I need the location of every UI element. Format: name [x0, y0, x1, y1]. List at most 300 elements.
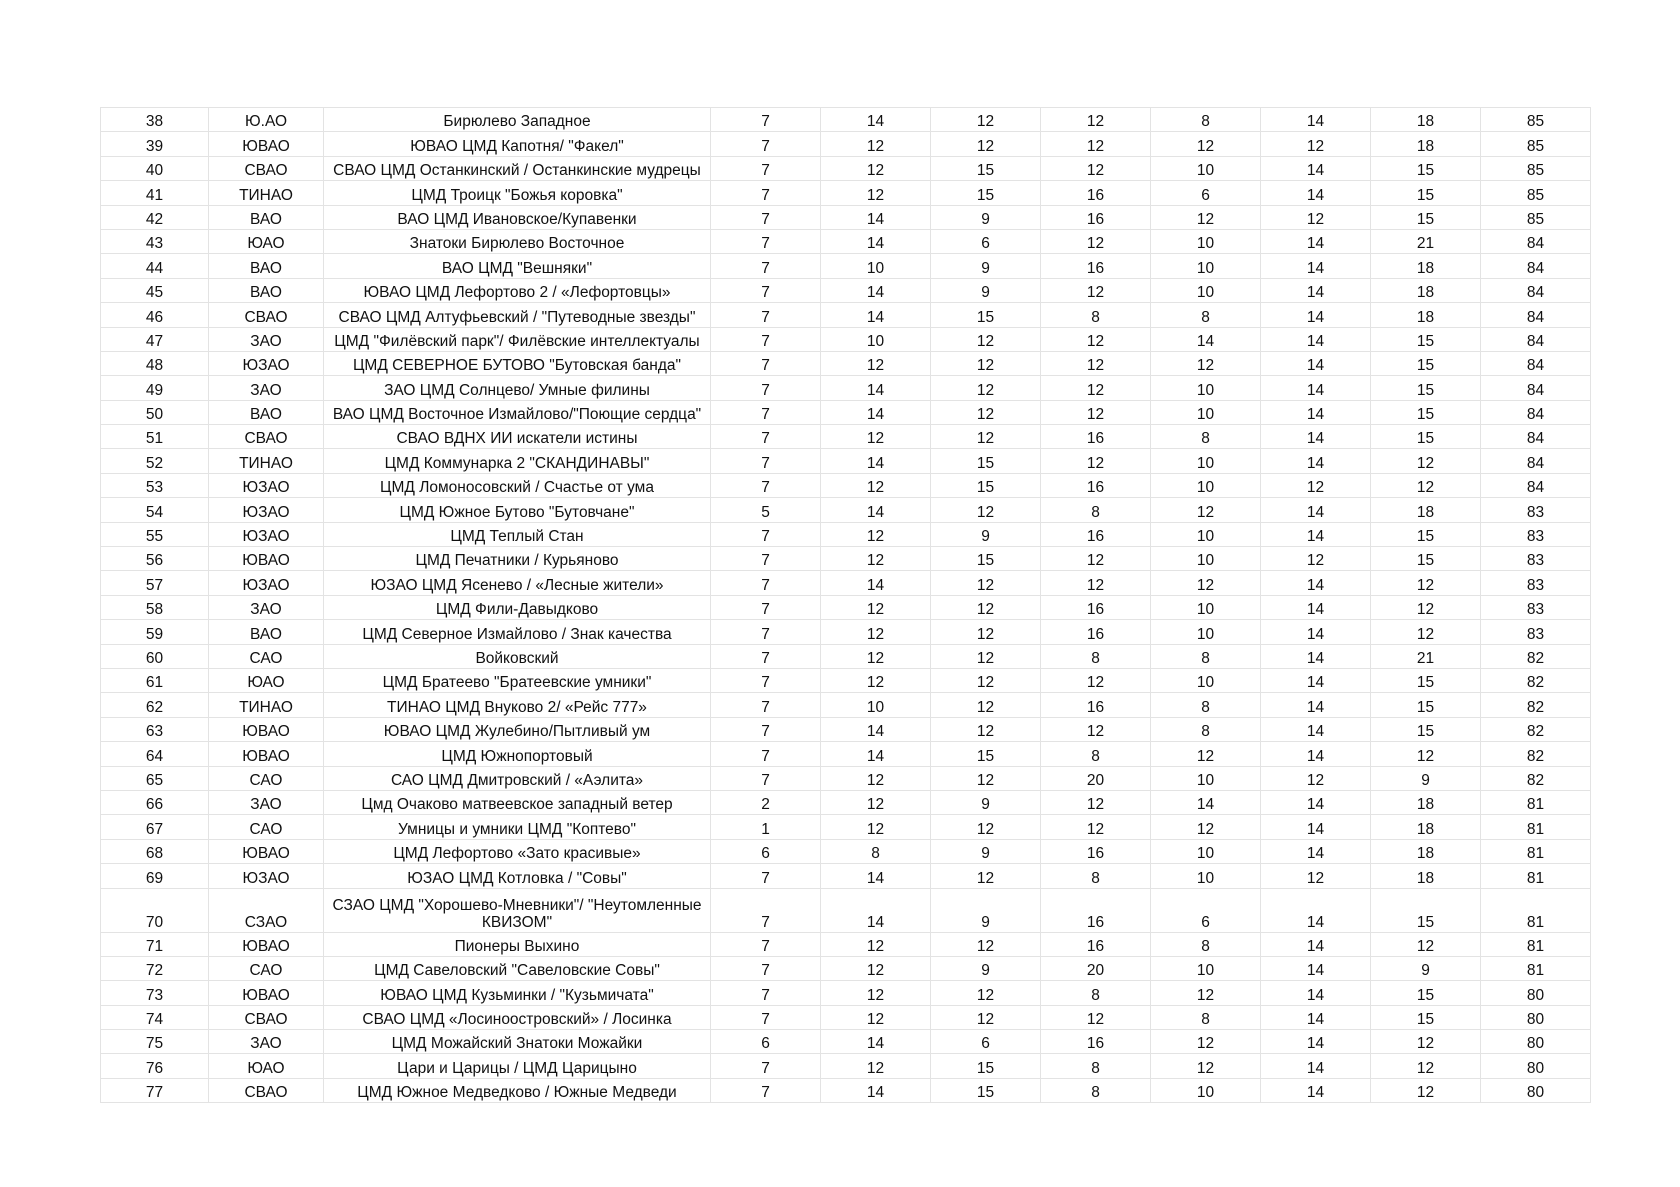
round-5-cell: 10: [1151, 864, 1261, 888]
round-4-cell: 12: [1041, 278, 1151, 302]
round-6-cell: 14: [1261, 1030, 1371, 1054]
row-number-cell: 68: [101, 839, 209, 863]
round-7-cell: 21: [1371, 229, 1481, 253]
round-1-cell: 7: [711, 644, 821, 668]
round-1-cell: 7: [711, 693, 821, 717]
district-cell: ТИНАО: [209, 693, 324, 717]
total-score-cell: 84: [1481, 303, 1591, 327]
round-2-cell: 14: [821, 717, 931, 741]
round-4-cell: 12: [1041, 547, 1151, 571]
round-1-cell: 6: [711, 839, 821, 863]
round-2-cell: 12: [821, 156, 931, 180]
round-3-cell: 9: [931, 888, 1041, 932]
round-3-cell: 12: [931, 498, 1041, 522]
round-3-cell: 9: [931, 205, 1041, 229]
round-1-cell: 7: [711, 425, 821, 449]
district-cell: Ю.АО: [209, 108, 324, 132]
team-name-cell: СВАО ВДНХ ИИ искатели истины: [324, 425, 711, 449]
table-row: [101, 156, 1591, 180]
district-cell: ВАО: [209, 400, 324, 424]
total-score-cell: 83: [1481, 498, 1591, 522]
round-5-cell: 10: [1151, 522, 1261, 546]
district-cell: ЮЗАО: [209, 473, 324, 497]
round-3-cell: 12: [931, 693, 1041, 717]
round-5-cell: 10: [1151, 278, 1261, 302]
round-4-cell: 12: [1041, 156, 1151, 180]
round-4-cell: 12: [1041, 327, 1151, 351]
total-score-cell: 83: [1481, 595, 1591, 619]
round-3-cell: 12: [931, 425, 1041, 449]
row-number-cell: 66: [101, 790, 209, 814]
round-6-cell: 14: [1261, 108, 1371, 132]
round-6-cell: 14: [1261, 1005, 1371, 1029]
round-5-cell: 10: [1151, 449, 1261, 473]
round-5-cell: 10: [1151, 668, 1261, 692]
round-7-cell: 15: [1371, 400, 1481, 424]
round-3-cell: 15: [931, 473, 1041, 497]
table-row: [101, 522, 1591, 546]
table-row: [101, 888, 1591, 932]
round-2-cell: 14: [821, 864, 931, 888]
round-3-cell: 12: [931, 620, 1041, 644]
district-cell: ТИНАО: [209, 449, 324, 473]
round-1-cell: 2: [711, 790, 821, 814]
round-7-cell: 18: [1371, 108, 1481, 132]
table-row: [101, 766, 1591, 790]
round-6-cell: 14: [1261, 644, 1371, 668]
round-6-cell: 14: [1261, 156, 1371, 180]
row-number-cell: 65: [101, 766, 209, 790]
district-cell: ЮАО: [209, 229, 324, 253]
district-cell: ЗАО: [209, 1030, 324, 1054]
district-cell: ЮВАО: [209, 981, 324, 1005]
round-6-cell: 14: [1261, 278, 1371, 302]
round-1-cell: 1: [711, 815, 821, 839]
district-cell: ЮЗАО: [209, 498, 324, 522]
round-5-cell: 10: [1151, 229, 1261, 253]
round-2-cell: 12: [821, 595, 931, 619]
round-1-cell: 6: [711, 1030, 821, 1054]
team-name-cell: ТИНАО ЦМД Внуково 2/ «Рейс 777»: [324, 693, 711, 717]
round-5-cell: 10: [1151, 956, 1261, 980]
team-name-cell: ЗАО ЦМД Солнцево/ Умные филины: [324, 376, 711, 400]
team-name-cell: ЮВАО ЦМД Лефортово 2 / «Лефортовцы»: [324, 278, 711, 302]
row-number-cell: 62: [101, 693, 209, 717]
round-4-cell: 12: [1041, 449, 1151, 473]
table-row: [101, 229, 1591, 253]
round-5-cell: 10: [1151, 839, 1261, 863]
district-cell: ТИНАО: [209, 181, 324, 205]
round-4-cell: 12: [1041, 108, 1151, 132]
table-row: [101, 376, 1591, 400]
table-row: [101, 303, 1591, 327]
round-3-cell: 9: [931, 790, 1041, 814]
round-6-cell: 14: [1261, 932, 1371, 956]
table-row: [101, 839, 1591, 863]
round-3-cell: 9: [931, 254, 1041, 278]
row-number-cell: 69: [101, 864, 209, 888]
round-3-cell: 15: [931, 181, 1041, 205]
total-score-cell: 85: [1481, 132, 1591, 156]
round-2-cell: 12: [821, 815, 931, 839]
round-6-cell: 14: [1261, 620, 1371, 644]
round-6-cell: 14: [1261, 668, 1371, 692]
round-7-cell: 21: [1371, 644, 1481, 668]
round-6-cell: 14: [1261, 839, 1371, 863]
round-3-cell: 12: [931, 132, 1041, 156]
round-2-cell: 14: [821, 278, 931, 302]
round-3-cell: 12: [931, 932, 1041, 956]
round-7-cell: 12: [1371, 1078, 1481, 1102]
district-cell: СВАО: [209, 425, 324, 449]
table-body: [101, 108, 1591, 1103]
round-3-cell: 12: [931, 981, 1041, 1005]
round-1-cell: 5: [711, 498, 821, 522]
round-1-cell: 7: [711, 522, 821, 546]
team-name-cell: ВАО ЦМД "Вешняки": [324, 254, 711, 278]
round-3-cell: 12: [931, 327, 1041, 351]
total-score-cell: 80: [1481, 1005, 1591, 1029]
district-cell: ЗАО: [209, 327, 324, 351]
team-name-cell: ЦМД Южное Медведково / Южные Медведи: [324, 1078, 711, 1102]
total-score-cell: 84: [1481, 278, 1591, 302]
round-2-cell: 14: [821, 1078, 931, 1102]
round-5-cell: 8: [1151, 1005, 1261, 1029]
round-6-cell: 14: [1261, 254, 1371, 278]
team-name-cell: ЦМД Ломоносовский / Счастье от ума: [324, 473, 711, 497]
round-6-cell: 14: [1261, 888, 1371, 932]
row-number-cell: 53: [101, 473, 209, 497]
team-name-cell: ЦМД Южнопортовый: [324, 742, 711, 766]
row-number-cell: 63: [101, 717, 209, 741]
district-cell: САО: [209, 766, 324, 790]
row-number-cell: 67: [101, 815, 209, 839]
round-4-cell: 16: [1041, 254, 1151, 278]
team-name-cell: ВАО ЦМД Ивановское/Купавенки: [324, 205, 711, 229]
round-5-cell: 12: [1151, 351, 1261, 375]
round-2-cell: 12: [821, 132, 931, 156]
round-3-cell: 9: [931, 278, 1041, 302]
round-5-cell: 12: [1151, 498, 1261, 522]
round-2-cell: 14: [821, 205, 931, 229]
round-1-cell: 7: [711, 376, 821, 400]
round-5-cell: 10: [1151, 473, 1261, 497]
table-row: [101, 620, 1591, 644]
round-5-cell: 10: [1151, 547, 1261, 571]
round-1-cell: 7: [711, 156, 821, 180]
district-cell: ВАО: [209, 620, 324, 644]
round-7-cell: 9: [1371, 956, 1481, 980]
round-5-cell: 12: [1151, 1030, 1261, 1054]
row-number-cell: 64: [101, 742, 209, 766]
table-row: [101, 351, 1591, 375]
total-score-cell: 85: [1481, 205, 1591, 229]
total-score-cell: 84: [1481, 473, 1591, 497]
round-5-cell: 8: [1151, 932, 1261, 956]
district-cell: ВАО: [209, 254, 324, 278]
round-7-cell: 15: [1371, 156, 1481, 180]
round-6-cell: 14: [1261, 790, 1371, 814]
round-5-cell: 12: [1151, 571, 1261, 595]
round-4-cell: 12: [1041, 571, 1151, 595]
table-row: [101, 595, 1591, 619]
round-3-cell: 12: [931, 351, 1041, 375]
total-score-cell: 80: [1481, 1078, 1591, 1102]
round-1-cell: 7: [711, 181, 821, 205]
round-6-cell: 14: [1261, 815, 1371, 839]
round-1-cell: 7: [711, 400, 821, 424]
round-4-cell: 8: [1041, 644, 1151, 668]
team-name-cell: ЮВАО ЦМД Капотня/ "Факел": [324, 132, 711, 156]
round-5-cell: 6: [1151, 888, 1261, 932]
round-2-cell: 10: [821, 254, 931, 278]
table-row: [101, 449, 1591, 473]
district-cell: СЗАО: [209, 888, 324, 932]
round-5-cell: 10: [1151, 156, 1261, 180]
round-6-cell: 12: [1261, 547, 1371, 571]
round-1-cell: 7: [711, 1005, 821, 1029]
round-3-cell: 9: [931, 522, 1041, 546]
round-3-cell: 12: [931, 815, 1041, 839]
team-name-cell: СВАО ЦМД Останкинский / Останкинские мудрецы: [324, 156, 711, 180]
total-score-cell: 84: [1481, 376, 1591, 400]
team-name-cell: Цмд Очаково матвеевское западный ветер: [324, 790, 711, 814]
round-2-cell: 12: [821, 790, 931, 814]
round-1-cell: 7: [711, 620, 821, 644]
round-3-cell: 12: [931, 864, 1041, 888]
round-1-cell: 7: [711, 132, 821, 156]
row-number-cell: 60: [101, 644, 209, 668]
round-6-cell: 14: [1261, 981, 1371, 1005]
round-4-cell: 12: [1041, 815, 1151, 839]
district-cell: ВАО: [209, 205, 324, 229]
row-number-cell: 70: [101, 888, 209, 932]
round-4-cell: 8: [1041, 981, 1151, 1005]
round-3-cell: 9: [931, 839, 1041, 863]
table-row: [101, 1054, 1591, 1078]
round-1-cell: 7: [711, 742, 821, 766]
round-2-cell: 14: [821, 376, 931, 400]
round-4-cell: 8: [1041, 498, 1151, 522]
table-row: [101, 815, 1591, 839]
district-cell: ЮЗАО: [209, 571, 324, 595]
round-4-cell: 16: [1041, 473, 1151, 497]
row-number-cell: 44: [101, 254, 209, 278]
round-4-cell: 20: [1041, 956, 1151, 980]
table-row: [101, 1078, 1591, 1102]
round-5-cell: 12: [1151, 1054, 1261, 1078]
table-row: [101, 790, 1591, 814]
round-6-cell: 14: [1261, 449, 1371, 473]
total-score-cell: 82: [1481, 766, 1591, 790]
round-2-cell: 14: [821, 571, 931, 595]
round-6-cell: 12: [1261, 766, 1371, 790]
round-4-cell: 16: [1041, 693, 1151, 717]
team-name-cell: ЦМД Лефортово «Зато красивые»: [324, 839, 711, 863]
round-5-cell: 8: [1151, 425, 1261, 449]
round-1-cell: 7: [711, 668, 821, 692]
table-row: [101, 571, 1591, 595]
total-score-cell: 81: [1481, 864, 1591, 888]
round-1-cell: 7: [711, 449, 821, 473]
row-number-cell: 59: [101, 620, 209, 644]
round-4-cell: 12: [1041, 717, 1151, 741]
total-score-cell: 84: [1481, 400, 1591, 424]
round-7-cell: 18: [1371, 864, 1481, 888]
district-cell: ЮВАО: [209, 547, 324, 571]
total-score-cell: 84: [1481, 229, 1591, 253]
round-1-cell: 7: [711, 717, 821, 741]
row-number-cell: 75: [101, 1030, 209, 1054]
round-7-cell: 18: [1371, 790, 1481, 814]
row-number-cell: 74: [101, 1005, 209, 1029]
team-name-cell: ЮВАО ЦМД Кузьминки / "Кузьмичата": [324, 981, 711, 1005]
table-row: [101, 278, 1591, 302]
team-name-cell: Цари и Царицы / ЦМД Царицыно: [324, 1054, 711, 1078]
round-6-cell: 14: [1261, 400, 1371, 424]
round-5-cell: 12: [1151, 742, 1261, 766]
round-3-cell: 12: [931, 571, 1041, 595]
round-5-cell: 8: [1151, 693, 1261, 717]
round-6-cell: 14: [1261, 181, 1371, 205]
round-7-cell: 18: [1371, 839, 1481, 863]
round-4-cell: 12: [1041, 790, 1151, 814]
total-score-cell: 85: [1481, 108, 1591, 132]
round-5-cell: 8: [1151, 717, 1261, 741]
team-name-cell: ЦМД Южное Бутово "Бутовчане": [324, 498, 711, 522]
round-6-cell: 14: [1261, 498, 1371, 522]
round-2-cell: 12: [821, 668, 931, 692]
round-7-cell: 12: [1371, 1054, 1481, 1078]
round-7-cell: 18: [1371, 278, 1481, 302]
round-7-cell: 15: [1371, 668, 1481, 692]
round-2-cell: 12: [821, 620, 931, 644]
district-cell: ЮВАО: [209, 839, 324, 863]
team-name-cell: Знатоки Бирюлево Восточное: [324, 229, 711, 253]
round-5-cell: 12: [1151, 815, 1261, 839]
row-number-cell: 51: [101, 425, 209, 449]
total-score-cell: 85: [1481, 156, 1591, 180]
round-7-cell: 15: [1371, 351, 1481, 375]
round-7-cell: 12: [1371, 742, 1481, 766]
round-4-cell: 16: [1041, 425, 1151, 449]
round-1-cell: 7: [711, 205, 821, 229]
round-1-cell: 7: [711, 571, 821, 595]
round-6-cell: 14: [1261, 425, 1371, 449]
round-3-cell: 12: [931, 717, 1041, 741]
table-row: [101, 108, 1591, 132]
round-1-cell: 7: [711, 981, 821, 1005]
round-2-cell: 12: [821, 1005, 931, 1029]
round-7-cell: 18: [1371, 498, 1481, 522]
table-row: [101, 668, 1591, 692]
table-row: [101, 956, 1591, 980]
district-cell: СВАО: [209, 156, 324, 180]
district-cell: ЮВАО: [209, 717, 324, 741]
row-number-cell: 72: [101, 956, 209, 980]
round-6-cell: 14: [1261, 327, 1371, 351]
round-7-cell: 12: [1371, 620, 1481, 644]
round-5-cell: 12: [1151, 205, 1261, 229]
table-row: [101, 644, 1591, 668]
total-score-cell: 80: [1481, 1030, 1591, 1054]
total-score-cell: 81: [1481, 932, 1591, 956]
round-4-cell: 16: [1041, 181, 1151, 205]
table-row: [101, 254, 1591, 278]
team-name-cell: ЮЗАО ЦМД Котловка / "Совы": [324, 864, 711, 888]
table-row: [101, 400, 1591, 424]
round-3-cell: 15: [931, 449, 1041, 473]
team-name-cell: ЮЗАО ЦМД Ясенево / «Лесные жители»: [324, 571, 711, 595]
round-5-cell: 14: [1151, 327, 1261, 351]
round-1-cell: 7: [711, 278, 821, 302]
row-number-cell: 47: [101, 327, 209, 351]
row-number-cell: 56: [101, 547, 209, 571]
team-name-cell: ЮВАО ЦМД Жулебино/Пытливый ум: [324, 717, 711, 741]
round-7-cell: 15: [1371, 888, 1481, 932]
total-score-cell: 83: [1481, 571, 1591, 595]
round-4-cell: 16: [1041, 1030, 1151, 1054]
round-5-cell: 6: [1151, 181, 1261, 205]
round-7-cell: 12: [1371, 932, 1481, 956]
round-1-cell: 7: [711, 932, 821, 956]
round-3-cell: 15: [931, 742, 1041, 766]
round-2-cell: 14: [821, 108, 931, 132]
round-2-cell: 14: [821, 742, 931, 766]
round-6-cell: 14: [1261, 376, 1371, 400]
round-1-cell: 7: [711, 108, 821, 132]
district-cell: СВАО: [209, 1005, 324, 1029]
round-2-cell: 14: [821, 303, 931, 327]
round-2-cell: 12: [821, 1054, 931, 1078]
round-7-cell: 12: [1371, 571, 1481, 595]
row-number-cell: 50: [101, 400, 209, 424]
district-cell: СВАО: [209, 303, 324, 327]
team-name-cell: Пионеры Выхино: [324, 932, 711, 956]
table-row: [101, 742, 1591, 766]
round-2-cell: 8: [821, 839, 931, 863]
total-score-cell: 84: [1481, 351, 1591, 375]
round-2-cell: 12: [821, 181, 931, 205]
total-score-cell: 80: [1481, 981, 1591, 1005]
round-7-cell: 15: [1371, 376, 1481, 400]
round-5-cell: 12: [1151, 132, 1261, 156]
round-4-cell: 16: [1041, 932, 1151, 956]
round-6-cell: 14: [1261, 522, 1371, 546]
round-6-cell: 14: [1261, 571, 1371, 595]
round-1-cell: 7: [711, 595, 821, 619]
team-name-cell: ЦМД Можайский Знатоки Можайки: [324, 1030, 711, 1054]
district-cell: ЮЗАО: [209, 522, 324, 546]
round-3-cell: 12: [931, 766, 1041, 790]
round-6-cell: 12: [1261, 473, 1371, 497]
round-7-cell: 18: [1371, 303, 1481, 327]
round-6-cell: 14: [1261, 693, 1371, 717]
round-3-cell: 6: [931, 1030, 1041, 1054]
row-number-cell: 61: [101, 668, 209, 692]
round-3-cell: 15: [931, 156, 1041, 180]
round-7-cell: 9: [1371, 766, 1481, 790]
round-4-cell: 8: [1041, 1078, 1151, 1102]
round-2-cell: 14: [821, 888, 931, 932]
round-4-cell: 12: [1041, 668, 1151, 692]
team-name-cell: СВАО ЦМД Алтуфьевский / "Путеводные звезды": [324, 303, 711, 327]
round-7-cell: 12: [1371, 1030, 1481, 1054]
total-score-cell: 81: [1481, 888, 1591, 932]
row-number-cell: 42: [101, 205, 209, 229]
total-score-cell: 82: [1481, 717, 1591, 741]
team-name-cell: Умницы и умники ЦМД "Коптево": [324, 815, 711, 839]
